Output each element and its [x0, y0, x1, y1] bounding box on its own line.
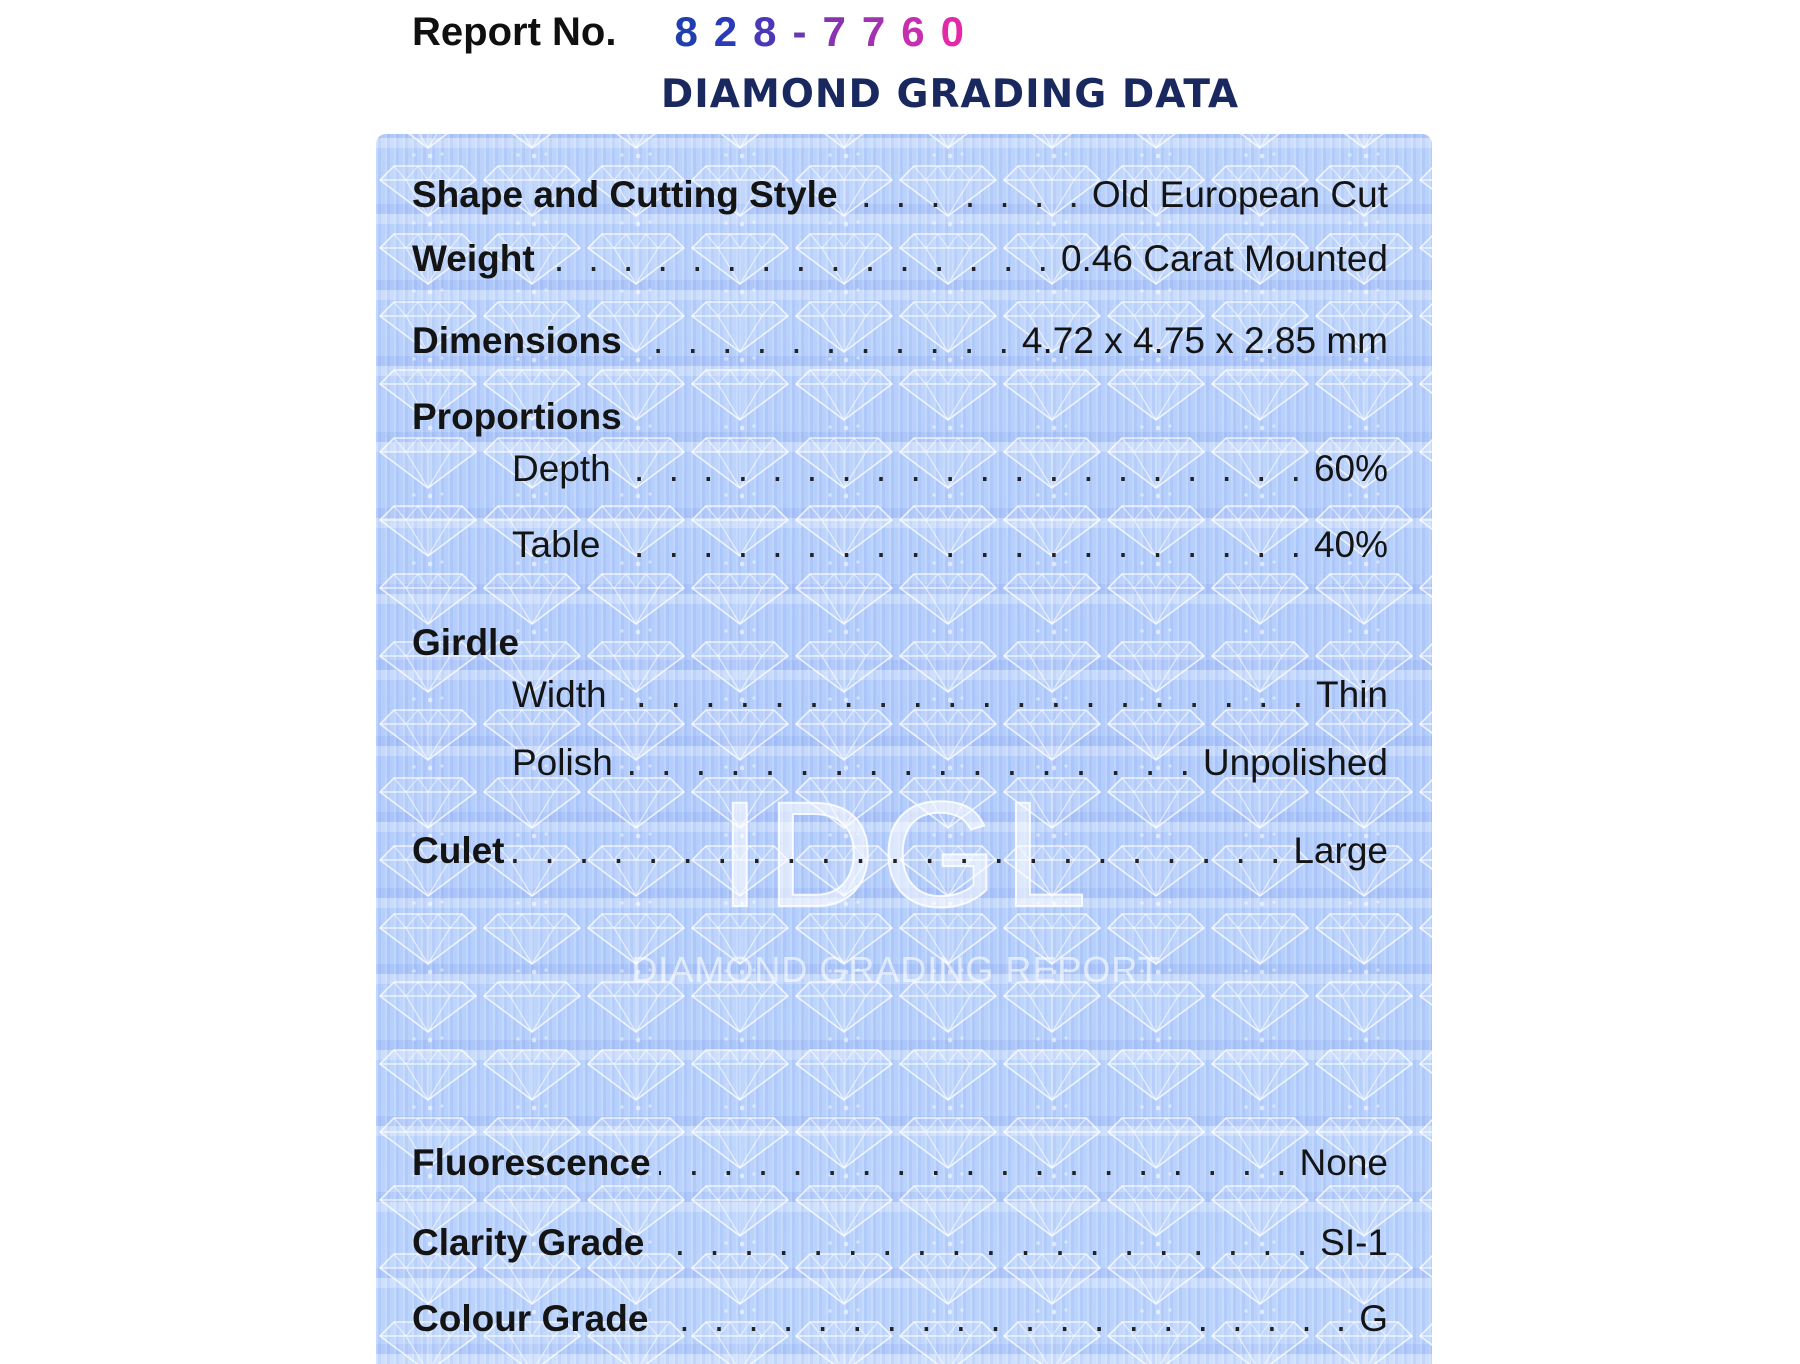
- report-number-digit: -: [792, 8, 807, 55]
- dimensions-row: [412, 312, 1388, 362]
- dot-leader: [621, 742, 1197, 784]
- table-row: [412, 516, 1388, 566]
- colour-row: [412, 1290, 1388, 1340]
- report-number-digit: 8: [753, 8, 777, 55]
- girdle-width-value: Thin: [1316, 674, 1388, 715]
- girdle-width-row: [412, 666, 1388, 716]
- watermark-subtitle-text: DIAMOND GRADING REPORT: [631, 949, 1161, 990]
- depth-row: [412, 440, 1388, 490]
- dot-leader: [513, 830, 1288, 872]
- report-number-digit: 7: [822, 8, 846, 55]
- report-number-digit: 8: [674, 8, 698, 55]
- fluorescence-row: [412, 1134, 1388, 1184]
- fluorescence-label: Fluorescence: [412, 1142, 651, 1183]
- report-number-digit: 7: [861, 8, 886, 55]
- dot-leader: [619, 448, 1308, 490]
- dimensions-value: 4.72 x 4.75 x 2.85 mm: [1021, 320, 1388, 361]
- polish-row: [412, 734, 1388, 784]
- grading-certificate-panel: [376, 134, 1432, 1364]
- dot-leader: [659, 1142, 1294, 1184]
- shape-value: Old European Cut: [1091, 174, 1388, 215]
- polish-value: Unpolished: [1202, 742, 1388, 783]
- culet-value: Large: [1293, 830, 1388, 871]
- clarity-value: SI-1: [1320, 1222, 1388, 1263]
- report-number-digit: 0: [940, 8, 964, 55]
- dimensions-label: Dimensions: [412, 320, 622, 361]
- grading-data-title: DIAMOND GRADING DATA: [660, 72, 1240, 117]
- colour-value: G: [1359, 1298, 1388, 1339]
- report-number-digit: 6: [901, 8, 925, 55]
- watermark-subtitle: [616, 938, 1176, 998]
- fluorescence-value: None: [1299, 1142, 1388, 1183]
- report-number-digit: 2: [713, 8, 738, 55]
- culet-row: [412, 822, 1388, 872]
- report-number-header: [412, 4, 980, 60]
- dot-leader: [615, 674, 1310, 716]
- polish-label: Polish: [512, 742, 613, 783]
- depth-label: Depth: [512, 448, 611, 489]
- proportions-heading: Proportions: [412, 396, 622, 437]
- report-number-value: [674, 8, 980, 56]
- colour-label: Colour Grade: [412, 1298, 649, 1339]
- girdle-width-label: Width: [512, 674, 607, 715]
- table-label: Table: [512, 524, 601, 565]
- weight-row: [412, 230, 1388, 280]
- report-number-label: Report No.: [412, 9, 617, 54]
- dot-leader: [656, 1298, 1353, 1340]
- watermark-logo-text: IDGL: [718, 774, 1094, 924]
- clarity-row: [412, 1214, 1388, 1264]
- dot-leader: [652, 1222, 1314, 1264]
- depth-value: 60%: [1313, 448, 1388, 489]
- weight-label: Weight: [412, 238, 535, 279]
- shape-label: Shape and Cutting Style: [412, 174, 838, 215]
- dot-leader: [630, 320, 1016, 362]
- dot-leader: [608, 524, 1307, 566]
- shape-row: [412, 166, 1388, 216]
- weight-value: 0.46 Carat Mounted: [1060, 238, 1388, 279]
- dot-leader: [846, 174, 1086, 216]
- girdle-heading: Girdle: [412, 622, 519, 663]
- culet-label: Culet: [412, 830, 505, 871]
- clarity-label: Clarity Grade: [412, 1222, 645, 1263]
- dot-leader: [543, 238, 1055, 280]
- table-value: 40%: [1313, 524, 1388, 565]
